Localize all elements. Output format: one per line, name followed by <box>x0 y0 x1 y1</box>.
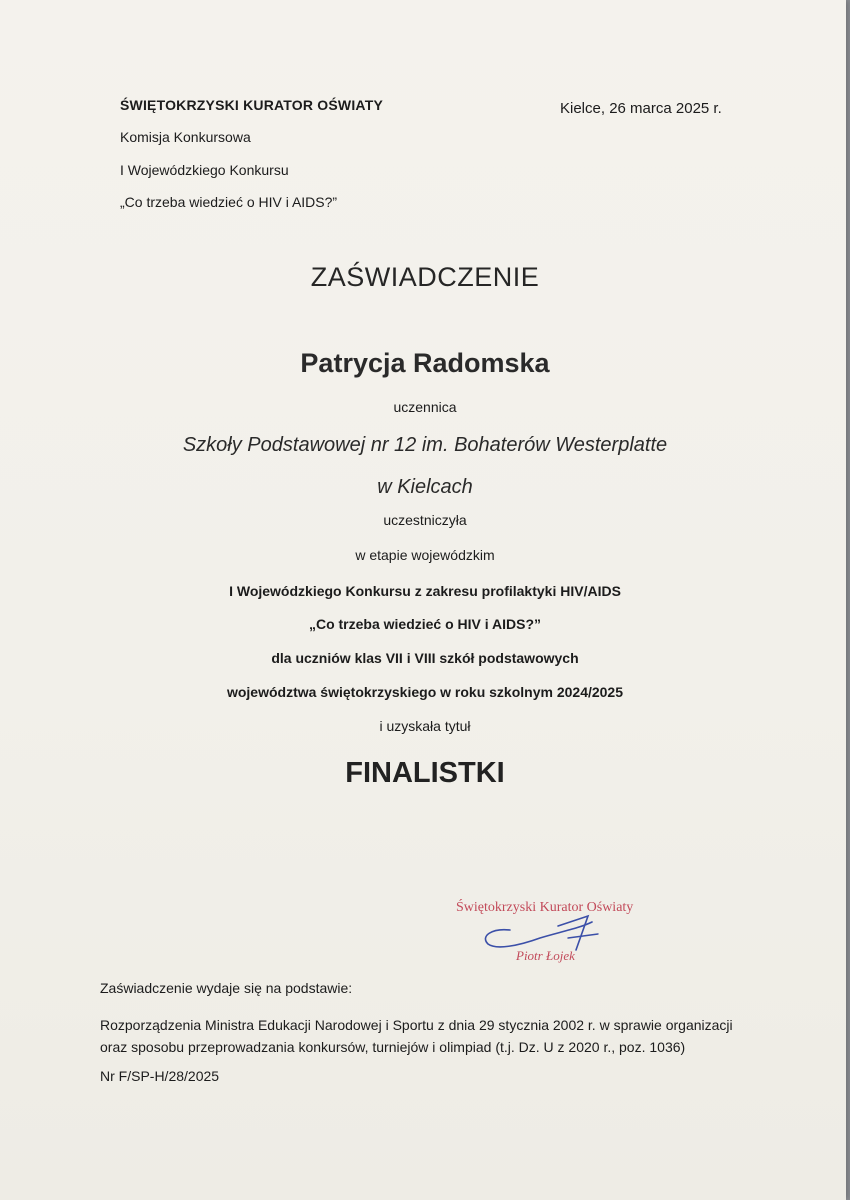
document-title: ZAŚWIADCZENIE <box>310 262 540 292</box>
slogan-line: „Co trzeba wiedzieć o HIV i AIDS?” <box>120 194 338 210</box>
recipient-role: uczennica <box>393 399 457 415</box>
stamp-office-text: Świętokrzyski Kurator Oświaty <box>456 900 634 915</box>
place-date: Kielce, 26 marca 2025 r. <box>560 100 722 117</box>
participation-text: uczestniczyła <box>383 512 467 528</box>
obtained-title-text: i uzyskała tytuł <box>379 718 471 734</box>
basis-label: Zaświadczenie wydaje się na podstawie: <box>100 980 353 996</box>
contest-line: I Wojewódzkiego Konkursu <box>120 162 289 178</box>
handwritten-signature <box>440 892 680 972</box>
contest-region-year: województwa świętokrzyskiego w roku szkolnym 2024/2025 <box>226 684 624 700</box>
contest-slogan: „Co trzeba wiedzieć o HIV i AIDS?” <box>308 616 542 632</box>
award-title: FINALISTKI <box>345 757 505 789</box>
contest-audience: dla uczniów klas VII i VIII szkół podstawowych <box>271 650 579 666</box>
regulation-line-1: Rozporządzenia Ministra Edukacji Narodowej i Sportu z dnia 29 stycznia 2002 r. w sprawie organizacji <box>100 1017 733 1033</box>
contest-full-name: I Wojewódzkiego Konkursu z zakresu profilaktyki HIV/AIDS <box>229 583 621 599</box>
official-stamp <box>440 892 680 972</box>
issuer-heading: ŚWIĘTOKRZYSKI KURATOR OŚWIATY <box>120 97 383 113</box>
stamp-name-text: Piotr Łojek <box>516 948 575 963</box>
school-name: Szkoły Podstawowej nr 12 im. Bohaterów Westerplatte <box>182 434 668 456</box>
recipient-name: Patrycja Radomska <box>300 348 550 378</box>
committee-line: Komisja Konkursowa <box>120 129 251 145</box>
school-city: w Kielcach <box>377 476 473 498</box>
regulation-line-2: oraz sposobu przeprowadzania konkursów, turniejów i olimpiad (t.j. Dz. U z 2020 r., poz. 1036) <box>100 1039 686 1055</box>
document-number: Nr F/SP-H/28/2025 <box>100 1068 220 1084</box>
stage-text: w etapie wojewódzkim <box>355 547 495 563</box>
